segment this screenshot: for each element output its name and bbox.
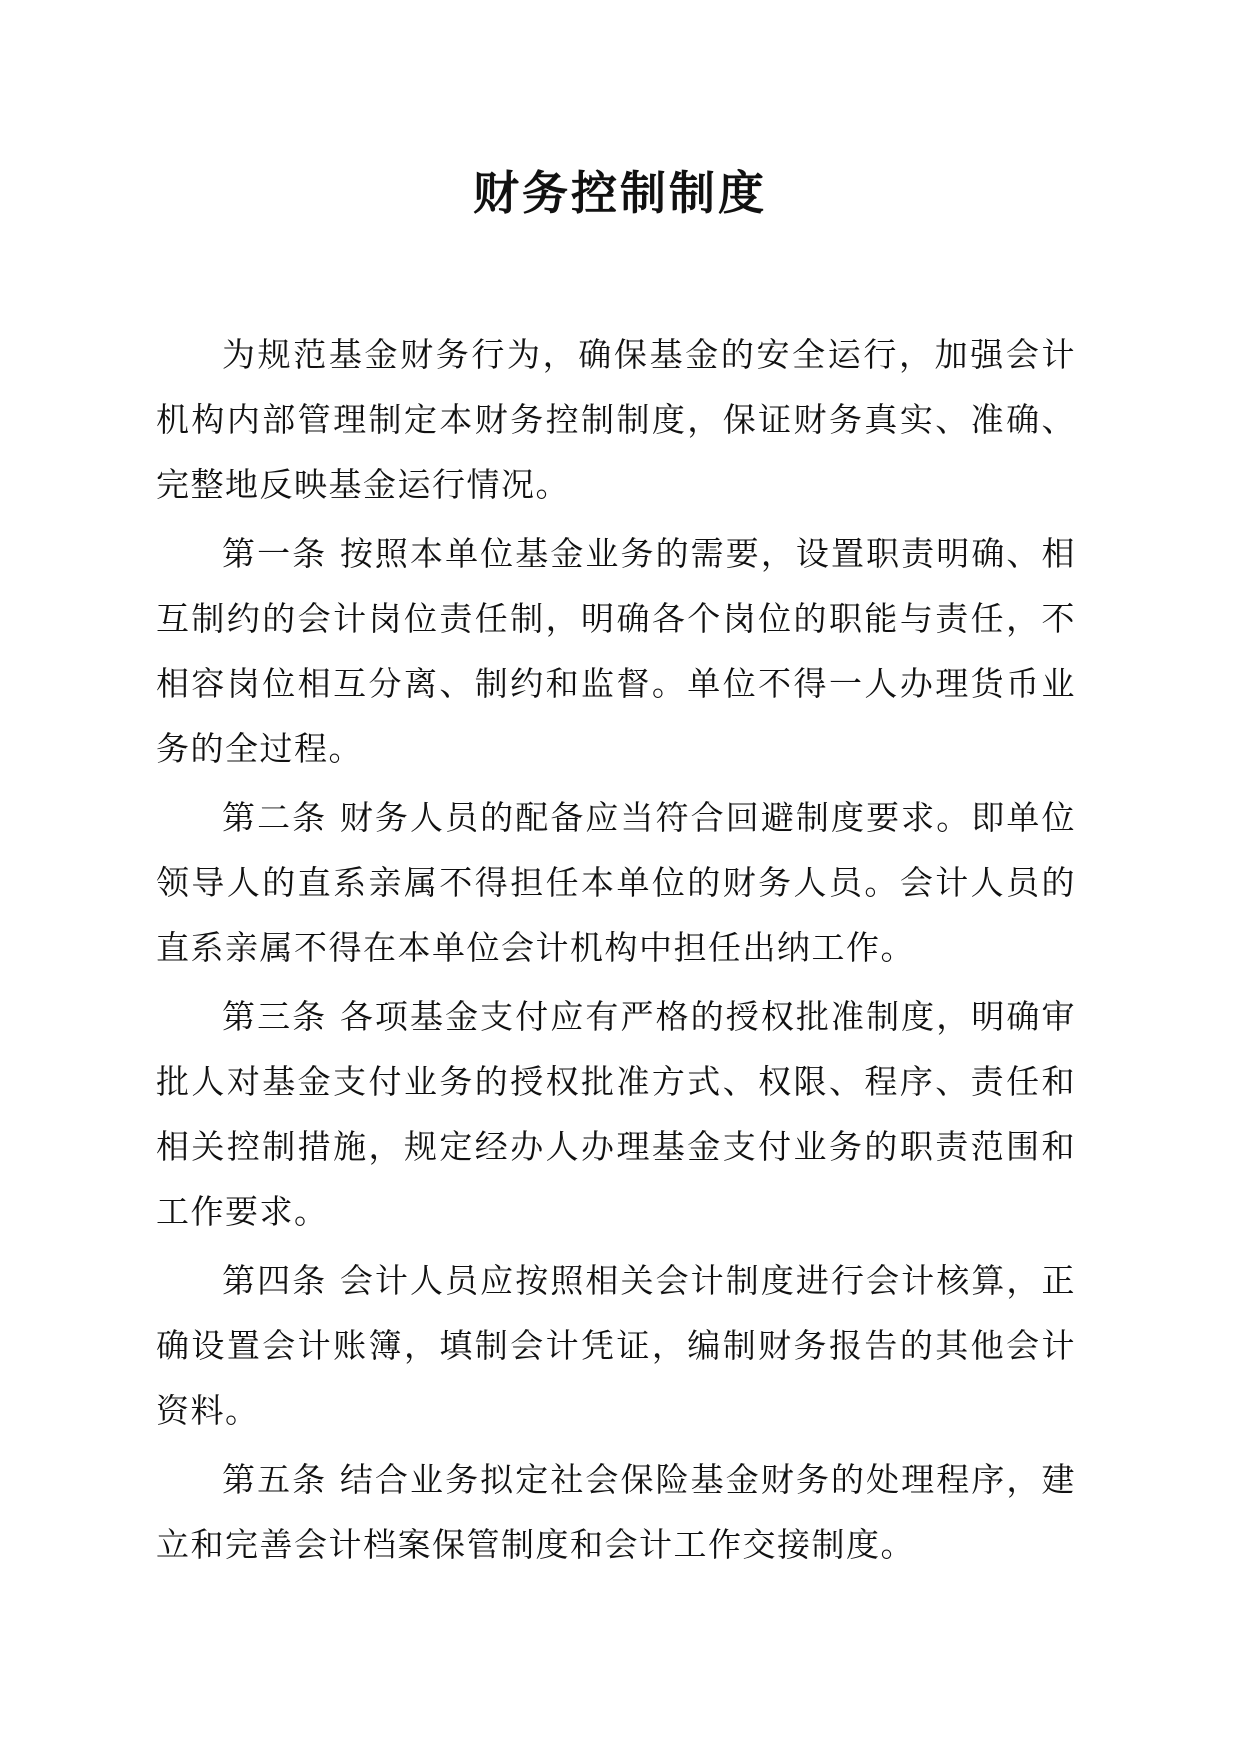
paragraph-article-3: 第三条 各项基金支付应有严格的授权批准制度，明确审批人对基金支付业务的授权批准方式、权限、程序、责任和相关控制措施，规定经办人办理基金支付业务的职责范围和工作要求。 <box>156 997 1076 1231</box>
page-title: 财务控制制度 <box>473 166 767 220</box>
paragraph-article-4: 第四条 会计人员应按照相关会计制度进行会计核算，正确设置会计账簿，填制会计凭证，编制财务报告的其他会计资料。 <box>156 1261 1076 1430</box>
paragraph-article-2: 第二条 财务人员的配备应当符合回避制度要求。即单位领导人的直系亲属不得担任本单位的财务人员。会计人员的直系亲属不得在本单位会计机构中担任出纳工作。 <box>156 798 1076 967</box>
document-body <box>156 322 1076 1581</box>
paragraph-article-1: 第一条 按照本单位基金业务的需要，设置职责明确、相互制约的会计岗位责任制，明确各个岗位的职能与责任，不相容岗位相互分离、制约和监督。单位不得一人办理货币业务的全过程。 <box>156 534 1076 768</box>
paragraph-intro: 为规范基金财务行为，确保基金的安全运行，加强会计机构内部管理制定本财务控制制度，保证财务真实、准确、完整地反映基金运行情况。 <box>156 335 1076 504</box>
paragraph-article-5: 第五条 结合业务拟定社会保险基金财务的处理程序，建立和完善会计档案保管制度和会计工作交接制度。 <box>156 1460 1076 1564</box>
